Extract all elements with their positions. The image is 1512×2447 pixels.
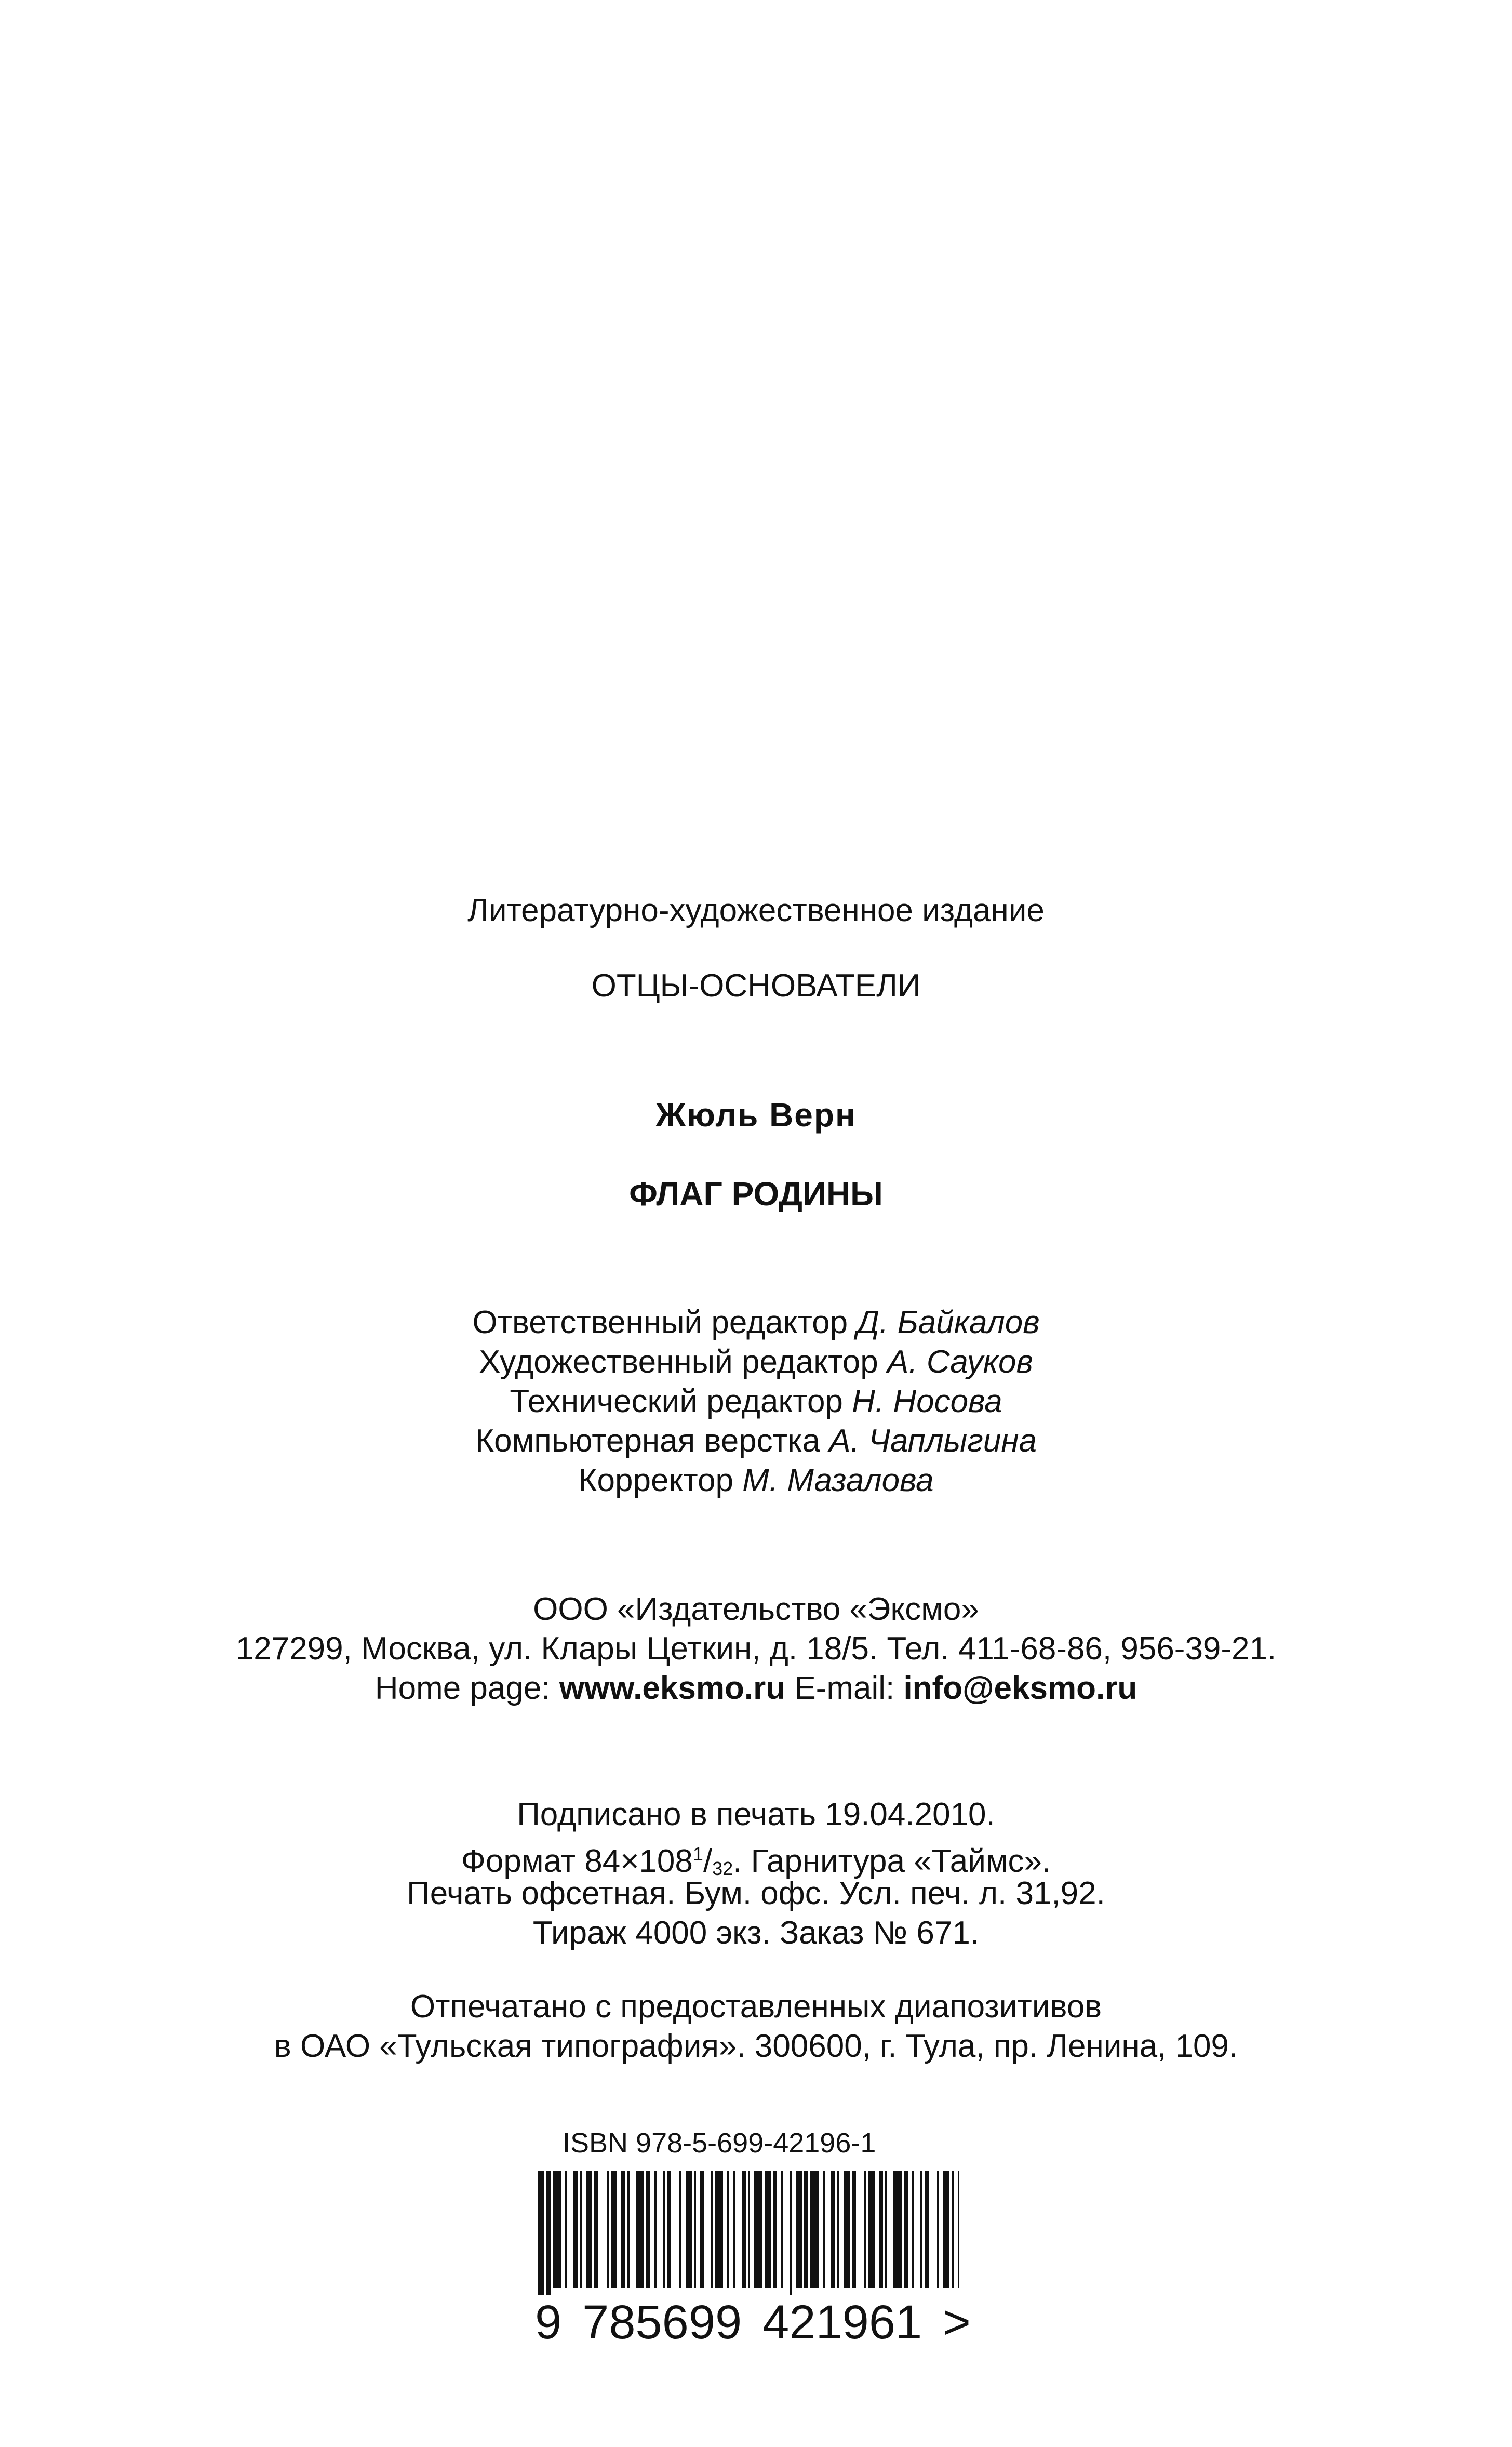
email-link[interactable]: info@eksmo.ru	[903, 1670, 1138, 1706]
staff-line	[0, 1342, 1512, 1382]
barcode-bar	[837, 2171, 839, 2288]
barcode-bar	[912, 2171, 914, 2288]
print-format: Формат $84\times 108^1/_{32}$. Гарнитура «Таймс».	[461, 1843, 1051, 1879]
barcode-bar	[686, 2171, 692, 2288]
staff-line	[0, 1421, 1512, 1461]
staff-role: Корректор	[578, 1462, 733, 1498]
barcode-bar	[538, 2171, 544, 2295]
print-offset: Печать офсетная. Бум. офс. Усл. печ. л. 31,92.	[407, 1876, 1105, 1911]
homepage-link[interactable]: www.eksmo.ru	[559, 1670, 786, 1706]
barcode-bar	[810, 2171, 819, 2288]
format-suffix: . Гарнитура «Таймс».	[733, 1843, 1051, 1879]
barcode-bar	[553, 2171, 561, 2288]
format-prefix: Формат 84×108	[461, 1843, 693, 1879]
publisher-contacts	[0, 1669, 1512, 1708]
staff-line	[0, 1382, 1512, 1421]
barcode-end-marker: >	[943, 2296, 971, 2349]
barcode-bar	[611, 2171, 617, 2288]
barcode-bar	[943, 2171, 949, 2288]
barcode-bar	[831, 2171, 835, 2288]
book-title: ФЛАГ РОДИНЫ	[629, 1175, 883, 1213]
barcode-bar	[700, 2171, 704, 2288]
barcode-bar	[733, 2171, 735, 2288]
barcode-bar	[727, 2171, 729, 2288]
printer-line-2: в ОАО «Тульская типография». 300600, г. Тула, пр. Ленина, 109.	[274, 2028, 1238, 2064]
barcode-bar	[748, 2171, 750, 2288]
author-name: Жюль Верн	[655, 1096, 857, 1134]
staff-line	[0, 1461, 1512, 1500]
print-signed: Подписано в печать 19.04.2010.	[517, 1797, 995, 1832]
barcode-bar	[952, 2171, 954, 2288]
barcode-digits-left: 785699	[582, 2296, 742, 2349]
barcode-bar	[715, 2171, 723, 2288]
print-run: Тираж 4000 экз. Заказ № 671.	[532, 1915, 980, 1951]
staff-line	[0, 1303, 1512, 1342]
genre-label: Литературно-художественное издание	[467, 893, 1045, 928]
barcode-bar	[646, 2171, 650, 2288]
barcode-bar	[773, 2171, 777, 2288]
barcode-bar	[754, 2171, 762, 2288]
staff-name: А. Чаплыгина	[829, 1423, 1037, 1459]
publisher-name: ООО «Издательство «Эксмо»	[533, 1591, 979, 1627]
barcode-bar	[636, 2171, 644, 2288]
staff-name: Н. Носова	[852, 1384, 1002, 1419]
barcode-bar	[864, 2171, 866, 2288]
series-title: ОТЦЫ-ОСНОВАТЕЛИ	[591, 968, 921, 1004]
barcode-bar	[893, 2171, 902, 2288]
barcode-digits	[535, 2296, 971, 2349]
barcode-digit-first: 9	[535, 2296, 562, 2349]
barcode-bar	[621, 2171, 625, 2288]
staff-role: Компьютерная верстка	[475, 1423, 821, 1459]
printer-line-1: Отпечатано с предоставленных диапозитивов	[410, 1989, 1102, 2025]
barcode-bar	[711, 2171, 713, 2288]
barcode-bar	[920, 2171, 922, 2288]
barcode-bar	[790, 2171, 792, 2295]
barcode-bar	[654, 2171, 657, 2288]
barcode-bar	[679, 2171, 681, 2288]
barcode-bar	[885, 2171, 887, 2288]
barcode-bar	[781, 2171, 783, 2288]
format-denominator: 32	[712, 1858, 733, 1879]
email-label: E-mail:	[794, 1670, 895, 1706]
staff-role: Технический редактор	[510, 1384, 843, 1419]
barcode-bar	[852, 2171, 856, 2288]
barcode-bar	[937, 2171, 939, 2288]
publisher-address: 127299, Москва, ул. Клары Цеткин, д. 18/5. Тел. 411-68-86, 956-39-21.	[235, 1631, 1277, 1667]
barcode-bar	[868, 2171, 875, 2288]
barcode-bar	[742, 2171, 746, 2288]
barcode-bar	[594, 2171, 598, 2288]
barcode-bar	[586, 2171, 592, 2288]
barcode-bar	[565, 2171, 567, 2288]
barcode-bar	[546, 2171, 551, 2295]
format-numerator: 1	[692, 1843, 703, 1865]
barcode-bar	[904, 2171, 908, 2288]
staff-role: Ответственный редактор	[472, 1305, 848, 1340]
barcode-bar	[580, 2171, 582, 2288]
barcode-digits-right: 421961	[762, 2296, 922, 2349]
barcode-bar	[796, 2171, 802, 2288]
staff-name: Д. Байкалов	[857, 1305, 1040, 1340]
barcode-bar	[573, 2171, 578, 2288]
barcode-bar	[627, 2171, 630, 2288]
barcode-image	[538, 2171, 959, 2295]
barcode-bar	[663, 2171, 665, 2288]
isbn-label: ISBN 978-5-699-42196-1	[563, 2127, 876, 2159]
barcode-bar	[765, 2171, 771, 2288]
staff-name: А. Сауков	[887, 1344, 1033, 1380]
barcode-bar	[607, 2171, 609, 2288]
barcode-bar	[958, 2171, 959, 2288]
staff-role: Художественный редактор	[479, 1344, 878, 1380]
homepage-label: Home page:	[374, 1670, 551, 1706]
barcode-bar	[925, 2171, 929, 2288]
barcode-bar	[804, 2171, 808, 2288]
barcode-bar	[844, 2171, 850, 2288]
barcode-bar	[879, 2171, 883, 2288]
staff-name: М. Мазалова	[742, 1462, 934, 1498]
barcode-bar	[667, 2171, 671, 2288]
barcode-bar	[694, 2171, 696, 2288]
barcode-bar	[823, 2171, 825, 2288]
